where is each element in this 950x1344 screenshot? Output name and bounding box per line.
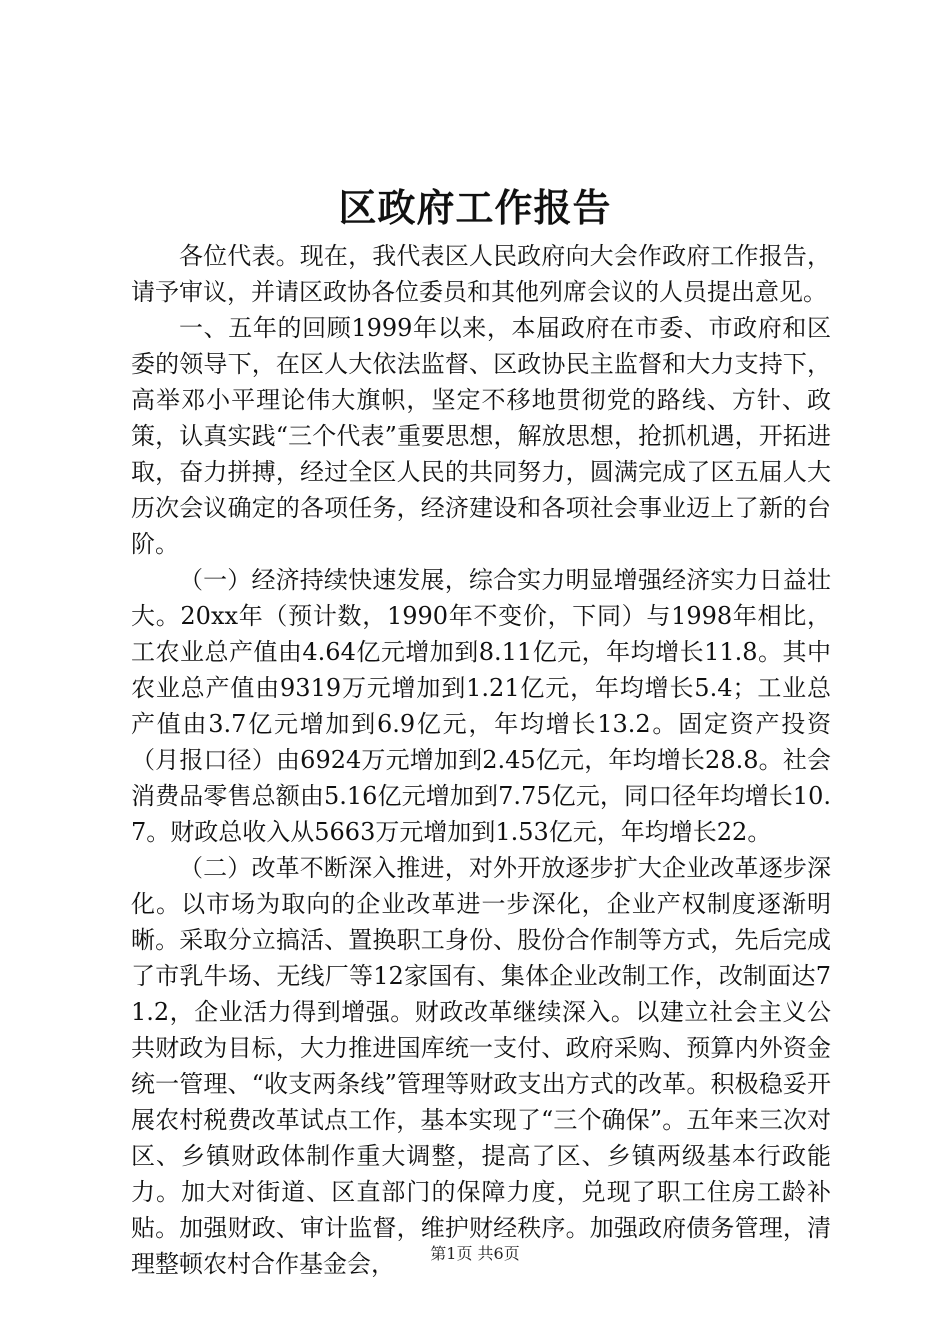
document-body [131, 238, 831, 1282]
paragraph-reform: （二）改革不断深入推进，对外开放逐步扩大企业改革逐步深化。以市场为取向的企业改革进一步深化，企业产权制度逐渐明晰。采取分立搞活、置换职工身份、股份合作制等方式，先后完成了市乳牛场、无线厂等12家国有、集体企业改制工作，改制面达71.2，企业活力得到增强。财政改革继续深入。以建立社会主义公共财政为目标，大力推进国库统一支付、政府采购、预算内外资金统一管理、“收支两条线”管理等财政支出方式的改革。积极稳妥开展农村税费改革试点工作，基本实现了“三个确保”。五年来三次对区、乡镇财政体制作重大调整，提高了区、乡镇两级基本行政能力。加大对街道、区直部门的保障力度，兑现了职工住房工龄补贴。加强财政、审计监督，维护财经秩序。加强政府债务管理，清理整顿农村合作基金会， [131, 854, 831, 1278]
paragraph-economy: （一）经济持续快速发展，综合实力明显增强经济实力日益壮大。20xx年（预计数，1990年不变价，下同）与1998年相比，工农业总产值由4.64亿元增加到8.11亿元，年均增长11.8。其中农业总产值由9319万元增加到1.21亿元，年均增长5.4；工业总产值由3.7亿元增加到6.9亿元，年均增长13.2。固定资产投资（月报口径）由6924万元增加到2.45亿元，年均增长28.8。社会消费品零售总额由5.16亿元增加到7.75亿元，同口径年均增长10.7。财政总收入从5663万元增加到1.53亿元，年均增长22。 [131, 566, 831, 846]
document-title: 区政府工作报告 [338, 185, 612, 230]
paragraph-review: 一、五年的回顾1999年以来，本届政府在市委、市政府和区委的领导下，在区人大依法监督、区政协民主监督和大力支持下，高举邓小平理论伟大旗帜，坚定不移地贯彻党的路线、方针、政策，认真实践“三个代表”重要思想，解放思想，抢抓机遇，开拓进取，奋力拼搏，经过全区人民的共同努力，圆满完成了区五届人大历次会议确定的各项任务，经济建设和各项社会事业迈上了新的台阶。 [131, 314, 831, 558]
page-number-footer: 第1页 共6页 [430, 1244, 520, 1263]
paragraph-opening: 各位代表。现在，我代表区人民政府向大会作政府工作报告，请予审议，并请区政协各位委员和其他列席会议的人员提出意见。 [131, 242, 831, 306]
